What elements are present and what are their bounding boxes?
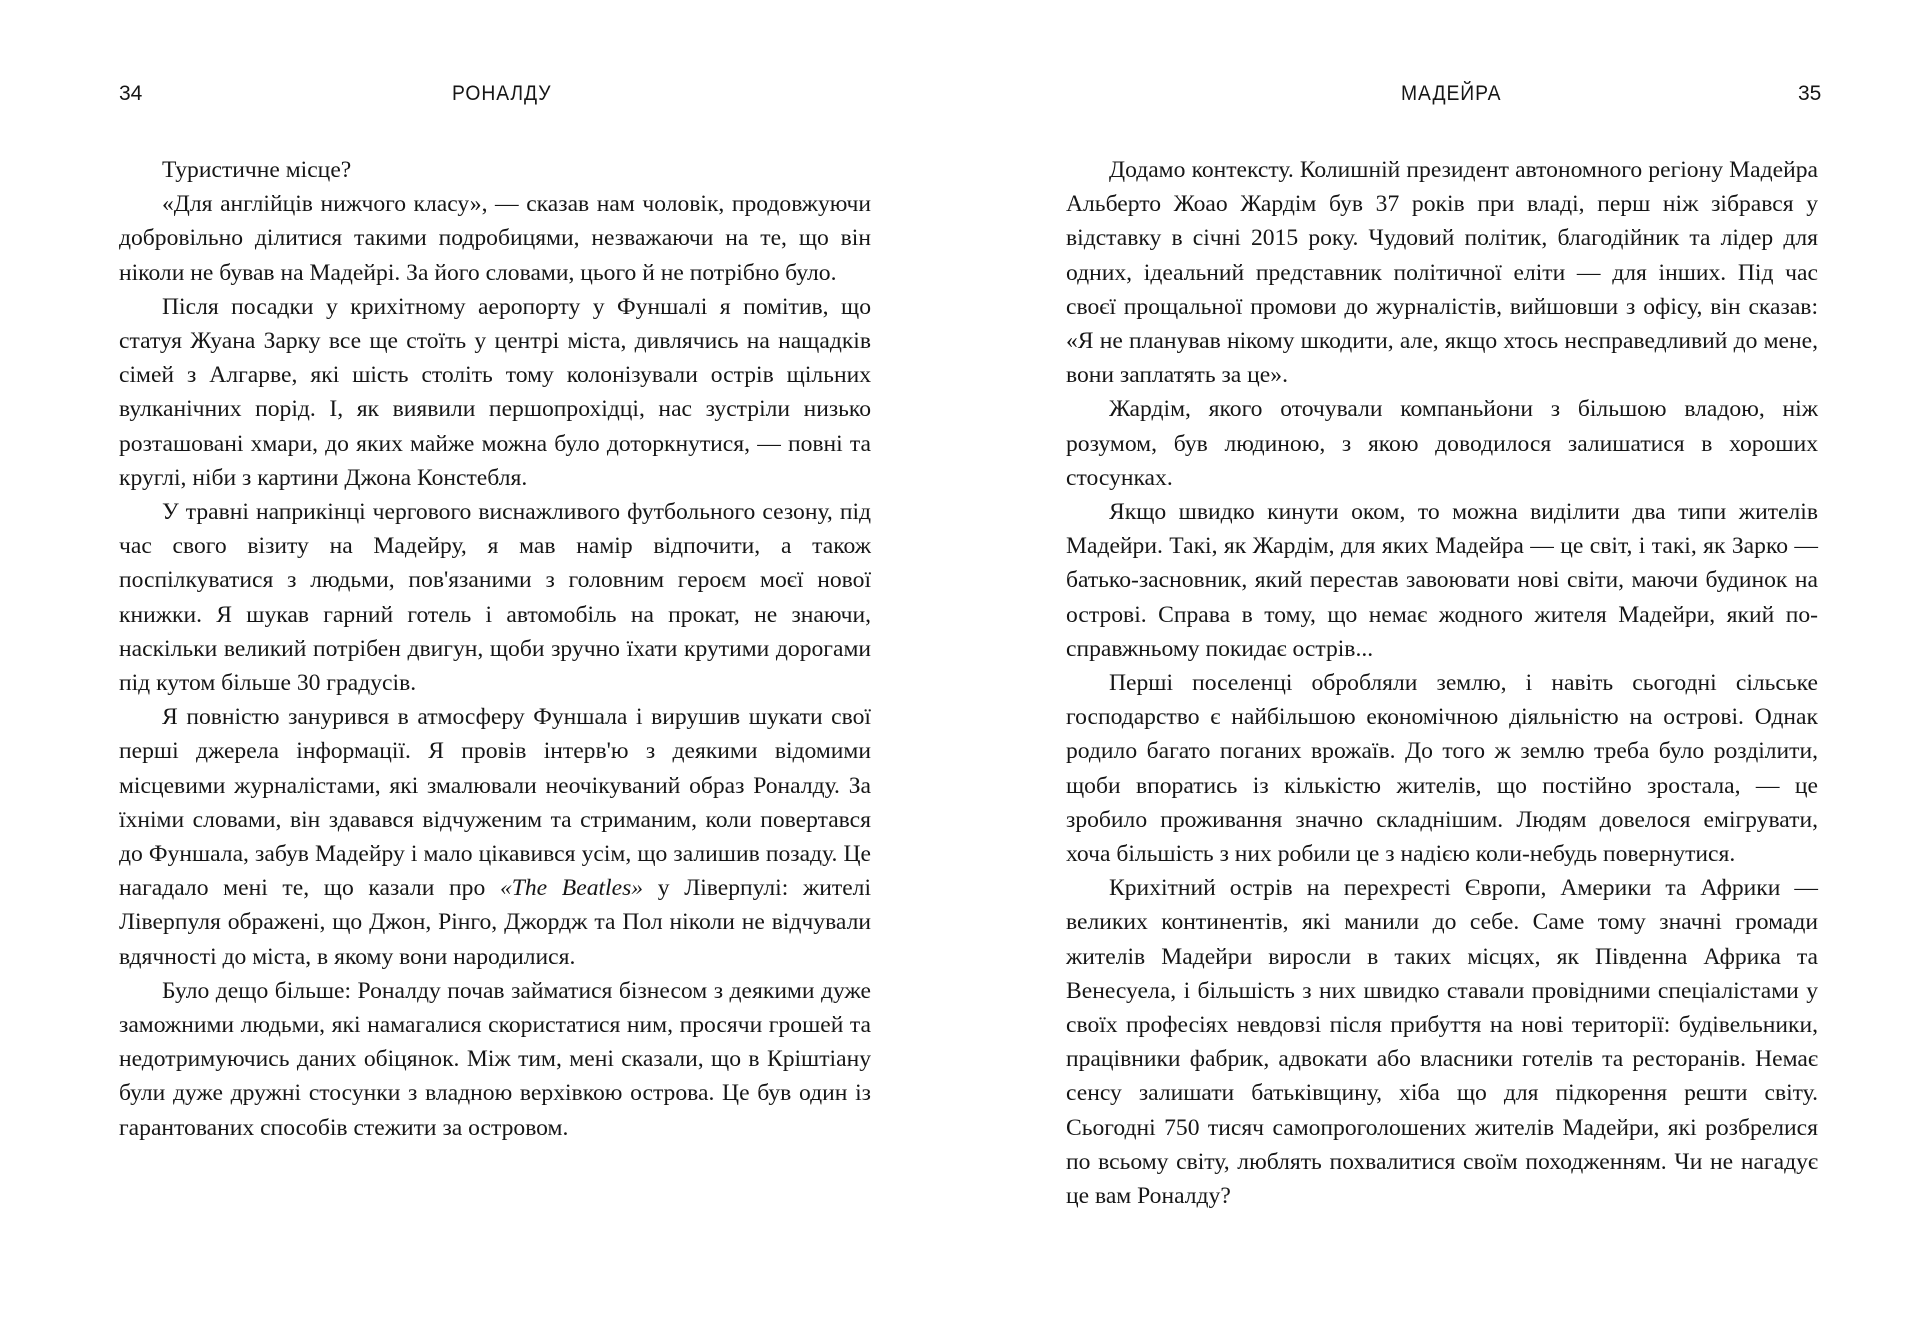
right-body-text: [1066, 153, 1818, 1213]
paragraph: Туристичне місце?: [162, 157, 352, 183]
paragraph: Перші поселенці обробляли землю, і навіть сьогодні сільське господарство є найбільшою економічною діяльністю на острові. Однак родило багато поганих врожаїв. До того ж землю треба було розділити, щоби впоратись із кількістю жителів, що постійно зростала, — це зробило проживання значно складнішим. Людям довелося емігрувати, хоча більшість з них робили це з надією коли-небудь повернутися.: [1066, 670, 1818, 868]
running-head-left: РОНАЛДУ: [452, 82, 552, 105]
paragraph: «Для англійців нижчого класу», — сказав нам чоловік, продовжуючи добровільно ділитися такими подробицями, незважаючи на те, що він ніколи не бував на Мадейрі. За його словами, цього й не потрібно було.: [119, 191, 871, 286]
paragraph: Крихітний острів на перехресті Європи, Америки та Африки — великих континентів, які манили до себе. Саме тому значні громади жителів Мадейри виросли в таких місцях, як Південна Африка та Венесуела, і більшість з них швидко ставали провідними спеціалістами у своїх професіях невдовзі після прибуття на нові території: будівельники, працівники фабрик, адвокати або власники готелів та ресторанів. Немає сенсу залишати батьківщину, хіба що для підкорення решти світу. Сьогодні 750 тисяч самопроголошених жителів Мадейри, які розбрелися по всьому світу, люблять похвалитися своїм походженням. Чи не нагадує це вам Роналду?: [1066, 875, 1818, 1210]
paragraph-text: Я повністю занурився в атмосферу Фуншала і вирушив шукати свої перші джерела інформації. Я провів інтерв'ю з деякими відомими місцевими журналістами, які змалювали неочікуваний образ Роналду. За їхніми словами, він здавався відчуженим та стриманим, коли повертався до Фуншала, забув Мадейру і мало цікавився усім, що залишив позаду. Це нагадало мені те, що казали про: [119, 704, 871, 902]
paragraph: Додамо контексту. Колишній президент автономного регіону Мадейра Альберто Жоао Жардім був 37 років при владі, перш ніж зібрався у відставку в січні 2015 року. Чудовий політик, благодійник та лідер для одних, ідеальний представник політичної еліти — для інших. Під час своєї прощальної промови до журналістів, вийшовши з офісу, він сказав: «Я не планував нікому шкодити, але, якщо хтось несправедливий до мене, вони заплатять за це».: [1066, 157, 1818, 389]
running-head-right: МАДЕЙРА: [1401, 82, 1502, 105]
paragraph: Жардім, якого оточували компаньйони з більшою владою, ніж розумом, був людиною, з якою доводилося залишатися в хороших стосунках.: [1066, 396, 1818, 491]
left-body-text: [119, 153, 871, 1145]
paragraph-text: у Ліверпулі: жителі Ліверпуля ображені, що Джон, Рінго, Джордж та Пол ніколи не відчували вдячності до міста, в якому вони народилися.: [119, 875, 872, 970]
band-name-emphasis: «The Beatles»: [499, 875, 644, 902]
page-number-right: 35: [1798, 82, 1822, 105]
paragraph: Після посадки у крихітному аеропорту у Фуншалі я помітив, що статуя Жуана Зарку все ще стоїть у центрі міста, дивлячись на нащадків сімей з Алгарве, які шість століть тому колонізували острів щільних вулканічних порід. І, як виявили першопрохідці, нас зустріли низько розташовані хмари, до яких майже можна було доторкнутися, — повні та круглі, ніби з картини Джона Констебля.: [119, 293, 871, 491]
paragraph: Якщо швидко кинути оком, то можна виділити два типи жителів Мадейри. Такі, як Жардім, для яких Мадейра — це світ, і такі, як Зарко — батько-засновник, який перестав завоювати нові світи, маючи будинок на острові. Справа в тому, що немає жодного жителя Мадейри, який по-справжньому покидає острів...: [1066, 499, 1818, 662]
paragraph: У травні наприкінці чергового виснажливого футбольного сезону, під час свого візиту на Мадейру, я мав намір відпочити, а також поспілкуватися з людьми, пов'язаними з головним героєм моєї нової книжки. Я шукав гарний готель і автомобіль на прокат, не знаючи, наскільки великий потрібен двигун, щоби зручно їхати крутими дорогами під кутом більше 30 градусів.: [119, 499, 871, 697]
right-page: [960, 0, 1920, 1325]
paragraph: Було дещо більше: Роналду почав займатися бізнесом з деякими дуже заможними людьми, які намагалися скористатися ним, просячи грошей та недотримуючись даних обіцянок. Між тим, мені сказали, що в Кріштіану були дуже дружні стосунки з владною верхівкою острова. Це був один із гарантованих способів стежити за островом.: [119, 977, 871, 1141]
page-number-left: 34: [119, 82, 143, 105]
paragraph: [119, 700, 871, 974]
